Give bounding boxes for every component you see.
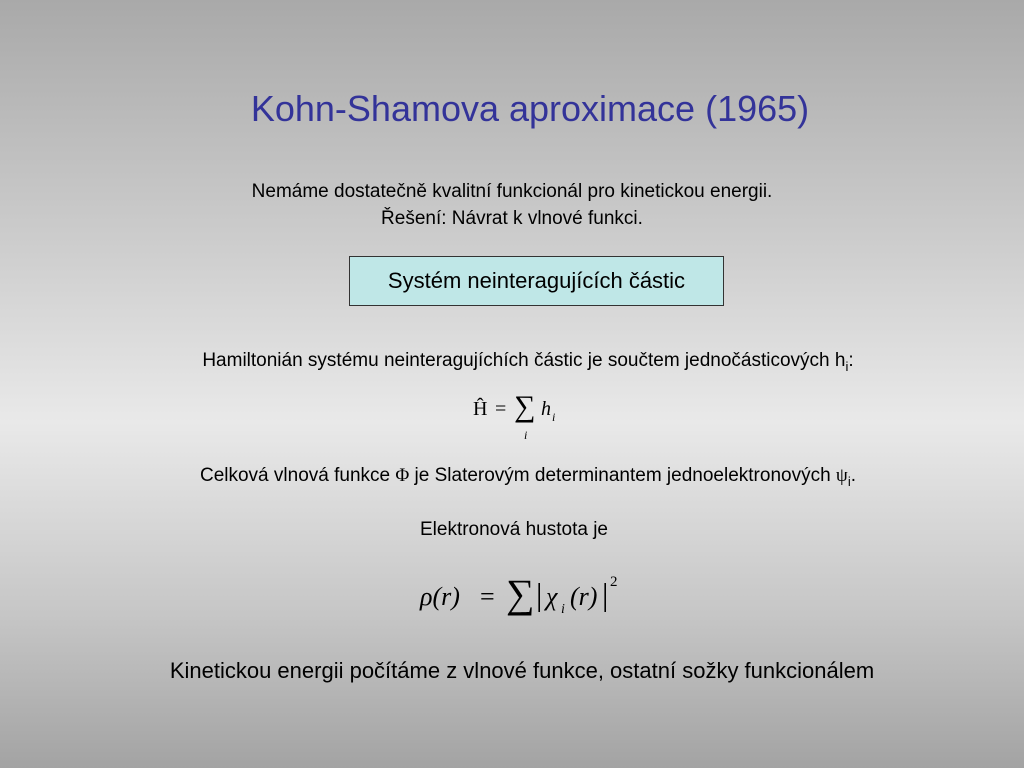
eq2-chi: χ [546, 582, 558, 611]
density-label: Elektronová hustota je [419, 519, 608, 540]
eq2-lhs: ρ(r) [420, 582, 460, 611]
hamiltonian-sentence: Hamiltonián systému neinteragujíchích částic je součtem jednočásticových h [202, 350, 846, 371]
wavefunction-sentence-start: Celková vlnová funkce [199, 465, 396, 486]
eq2-bar-left: | [536, 576, 543, 612]
phi-symbol: Φ [395, 465, 410, 486]
eq1-sum-index: i [524, 428, 528, 442]
wavefunction-sentence-middle: je Slaterovým determinantem jednoelektronových [409, 465, 836, 486]
conclusion-text: Kinetickou energii počítáme z vlnové funkce, ostatní sožky funkcionálem [169, 658, 875, 683]
eq1-term: h [541, 398, 551, 420]
eq1-sum-symbol: ∑ [514, 390, 536, 423]
hamiltonian-colon: : [848, 350, 854, 371]
intro-line-2: Řešení: Návrat k vlnové funkci. [381, 208, 643, 229]
wavefunction-period: . [850, 465, 856, 486]
eq2-bar-right: | [602, 576, 609, 612]
intro-line-1: Nemáme dostatečně kvalitní funkcionál pro kinetickou energii. [251, 181, 773, 202]
hamiltonian-text [16, 349, 1024, 379]
eq2-chi-subscript: i [561, 602, 565, 617]
eq1-equals: = [495, 398, 507, 420]
eq1-lhs: Ĥ [473, 398, 488, 420]
psi-subscript: i [847, 473, 851, 489]
eq2-equals: = [480, 582, 495, 611]
hamiltonian-equation [473, 390, 583, 446]
wavefunction-text [16, 464, 1024, 494]
eq1-term-subscript: i [552, 410, 556, 424]
highlight-box [349, 256, 724, 306]
highlight-box-label: Systém neinteragujících částic [387, 268, 686, 293]
hamiltonian-subscript: i [845, 358, 849, 374]
eq2-power: 2 [610, 574, 618, 590]
psi-symbol: ψ [835, 465, 848, 486]
eq2-argument: (r) [570, 582, 598, 611]
slide-title: Kohn-Shamova aproximace (1965) [250, 88, 810, 129]
density-equation [420, 572, 630, 628]
eq2-sum-symbol: ∑ [506, 571, 535, 616]
